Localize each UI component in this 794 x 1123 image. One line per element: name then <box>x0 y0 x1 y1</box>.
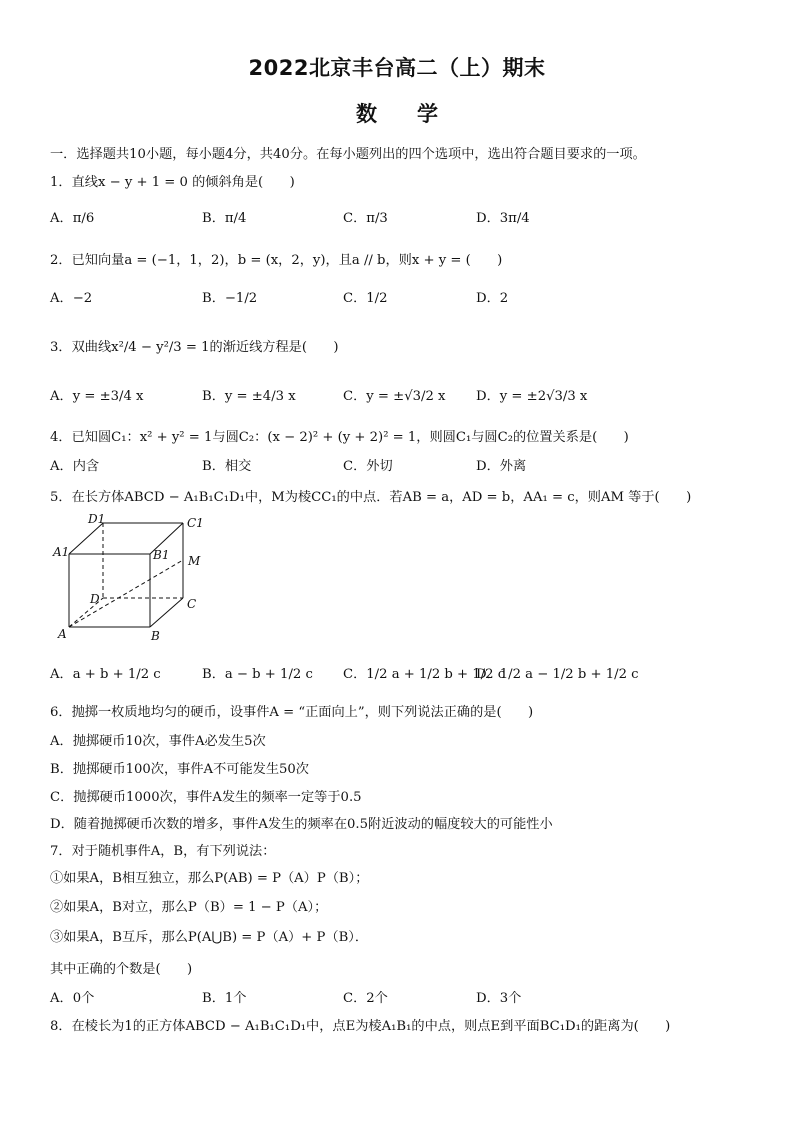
question-1-stem: 1．直线x − y + 1 = 0 的倾斜角是( ) <box>50 175 295 190</box>
label-d: D <box>90 592 100 606</box>
q1-option-c: C．π/3 <box>343 211 388 226</box>
q5-option-c: C．1/2 a + 1/2 b + 1/2 c <box>343 667 506 682</box>
label-b1: B1 <box>153 548 170 562</box>
question-5-stem: 5．在长方体ABCD − A₁B₁C₁D₁中，M为棱CC₁的中点．若AB = a，AD = b，AA₁ = c，则AM 等于( ) <box>50 490 692 505</box>
q6-option-d: D．随着抛掷硬币次数的增多，事件A发生的频率在0.5附近波动的幅度较大的可能性小 <box>50 817 553 832</box>
q7-item-3: ③如果A，B互斥，那么P(A⋃B) = P（A）+ P（B）． <box>50 930 369 945</box>
q7-question: 其中正确的个数是( ) <box>50 962 193 977</box>
q5-option-b: B．a − b + 1/2 c <box>202 667 313 682</box>
label-b: B <box>151 629 160 643</box>
q4-option-b: B．相交 <box>202 459 252 474</box>
section-intro: 一．选择题共10小题，每小题4分，共40分。在每小题列出的四个选项中，选出符合题目要求的一项。 <box>50 147 646 162</box>
question-7-stem: 7．对于随机事件A，B，有下列说法： <box>50 844 276 859</box>
label-c: C <box>187 597 197 611</box>
q5-option-a: A．a + b + 1/2 c <box>50 667 161 682</box>
q1-option-a: A．π/6 <box>50 211 95 226</box>
q3-option-d: D．y = ±2√3/3 x <box>476 389 588 404</box>
q6-option-a: A．抛掷硬币10次，事件A必发生5次 <box>50 734 266 749</box>
q4-option-a: A．内含 <box>50 459 100 474</box>
q7-option-c: C．2个 <box>343 991 388 1006</box>
label-c1: C1 <box>187 516 204 530</box>
question-8-stem: 8．在棱长为1的正方体ABCD − A₁B₁C₁D₁中，点E为棱A₁B₁的中点，则点E到平面BC₁D₁的距离为( ) <box>50 1019 671 1034</box>
label-a: A <box>58 627 67 641</box>
q2-option-b: B．−1/2 <box>202 291 258 306</box>
q6-option-b: B．抛掷硬币100次，事件A不可能发生50次 <box>50 762 309 777</box>
cuboid-figure <box>50 510 220 645</box>
label-m: M <box>188 554 201 568</box>
q4-option-d: D．外离 <box>476 459 527 474</box>
q4-option-c: C．外切 <box>343 459 393 474</box>
question-4-stem: 4．已知圆C₁：x² + y² = 1与圆C₂：(x − 2)² + (y + 2)² = 1，则圆C₁与圆C₂的位置关系是( ) <box>50 430 629 445</box>
q3-option-b: B．y = ±4/3 x <box>202 389 296 404</box>
q7-item-2: ②如果A，B对立，那么P（B）= 1 − P（A）； <box>50 900 328 915</box>
q3-option-a: A．y = ±3/4 x <box>50 389 144 404</box>
q6-option-c: C．抛掷硬币1000次，事件A发生的频率一定等于0.5 <box>50 790 362 805</box>
question-3-stem: 3．双曲线x²/4 − y²/3 = 1的渐近线方程是( ) <box>50 340 339 355</box>
q2-option-c: C．1/2 <box>343 291 388 306</box>
q1-option-b: B．π/4 <box>202 211 247 226</box>
q7-option-a: A．0个 <box>50 991 95 1006</box>
question-6-stem: 6．抛掷一枚质地均匀的硬币，设事件A = “正面向上”，则下列说法正确的是( ) <box>50 705 534 720</box>
q2-option-d: D．2 <box>476 291 509 306</box>
q1-option-d: D．3π/4 <box>476 211 530 226</box>
q5-option-d: D．1/2 a − 1/2 b + 1/2 c <box>476 667 639 682</box>
question-2-stem: 2．已知向量a = (−1，1，2)，b = (x，2，y)，且a // b，则x + y = ( ) <box>50 253 503 268</box>
q2-option-a: A．−2 <box>50 291 93 306</box>
page-title: 2022北京丰台高二（上）期末 <box>248 56 546 80</box>
q3-option-c: C．y = ±√3/2 x <box>343 389 446 404</box>
subject-heading: 数学 <box>356 102 478 126</box>
label-a1: A1 <box>53 545 70 559</box>
q7-option-b: B．1个 <box>202 991 247 1006</box>
label-d1: D1 <box>88 512 106 526</box>
q7-option-d: D．3个 <box>476 991 522 1006</box>
q7-item-1: ①如果A，B相互独立，那么P(AB) = P（A）P（B）； <box>50 871 369 886</box>
